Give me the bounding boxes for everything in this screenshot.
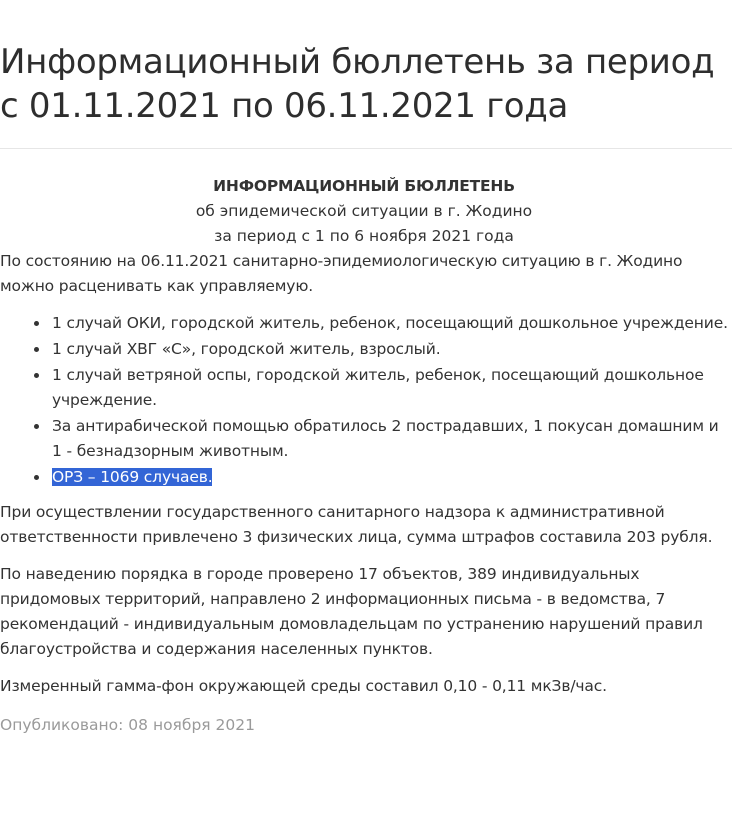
fines-paragraph: При осуществлении государственного санитарного надзора к административной ответственности привлечено 3 физических лица, сумма штрафов составила 203 рубля. bbox=[0, 503, 713, 546]
selected-text[interactable]: ОРЗ – 1069 случаев. bbox=[52, 468, 213, 486]
gamma-background-paragraph: Измеренный гамма-фон окружающей среды составил 0,10 - 0,11 мкЗв/час. bbox=[0, 677, 607, 695]
article-body bbox=[0, 174, 728, 738]
list-item: • За антирабической помощью обратилось 2 пострадавших, 1 покусан домашним и 1 - безнадзорным животным. bbox=[50, 414, 728, 464]
bulletin-subheading-period: за период с 1 по 6 ноября 2021 года bbox=[214, 227, 514, 245]
list-item: • 1 случай ХВГ «С», городской житель, взрослый. bbox=[50, 337, 728, 362]
list-item: • 1 случай ОКИ, городской житель, ребенок, посещающий дошкольное учреждение. bbox=[50, 311, 728, 336]
list-item: • 1 случай ветряной оспы, городской житель, ребенок, посещающий дошкольное учреждение. bbox=[50, 363, 728, 413]
bulletin-subheading-location: об эпидемической ситуации в г. Жодино bbox=[195, 202, 533, 220]
inspections-paragraph: По наведению порядка в городе проверено 17 объектов, 389 индивидуальных придомовых территорий, направлено 2 информационных письма - в ведомства, 7 рекомендаций - индивидуальным домовладельцам по устранению нарушений правил благоустройства и содержания населенных пунктов. bbox=[0, 565, 703, 658]
page-title: Информационный бюллетень за период с 01.11.2021 по 06.11.2021 года bbox=[0, 42, 715, 126]
bulletin-heading: ИНФОРМАЦИОННЫЙ БЮЛЛЕТЕНЬ bbox=[213, 177, 515, 195]
list-item bbox=[50, 465, 728, 490]
title-divider bbox=[0, 148, 732, 149]
cases-list bbox=[0, 311, 728, 490]
published-date: Опубликовано: 08 ноября 2021 bbox=[0, 716, 255, 734]
intro-paragraph: По состоянию на 06.11.2021 санитарно-эпидемиологическую ситуацию в г. Жодино можно расценивать как управляемую. bbox=[0, 252, 683, 295]
